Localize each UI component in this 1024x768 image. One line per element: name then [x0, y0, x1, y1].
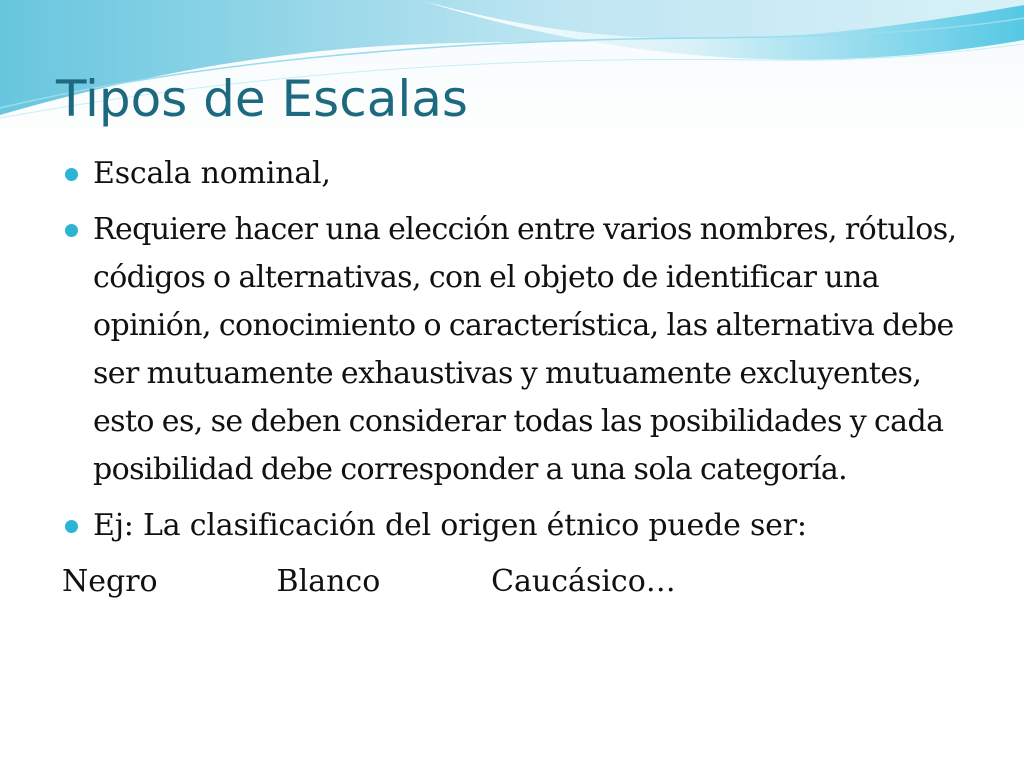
page-title: Tipos de Escalas	[56, 70, 468, 128]
bullet-text: Requiere hacer una elección entre varios nombres, rótulos, códigos o alternativas, con el objeto de identificar una opinión, conocimiento o característica, las alternativa debe ser mutuamente exhaustivas y mutuamente excluyentes, esto es, se deben considerar todas las posibilidades y cada posibilidad debe corresponder a una sola categoría.	[93, 212, 957, 487]
bullet-item	[62, 206, 982, 494]
slide-content	[62, 150, 982, 606]
bullet-dot-icon	[65, 224, 78, 237]
example-options	[62, 558, 982, 606]
bullet-text: Ej: La clasificación del origen étnico puede ser:	[93, 508, 807, 543]
option-blanco: Blanco	[276, 564, 381, 599]
option-negro: Negro	[62, 564, 158, 599]
bullet-dot-icon	[65, 520, 78, 533]
bullet-text: Escala nominal,	[93, 156, 331, 191]
option-caucasico: Caucásico…	[491, 564, 676, 599]
bullet-dot-icon	[65, 168, 78, 181]
bullet-item	[62, 150, 982, 198]
bullet-item	[62, 502, 982, 550]
